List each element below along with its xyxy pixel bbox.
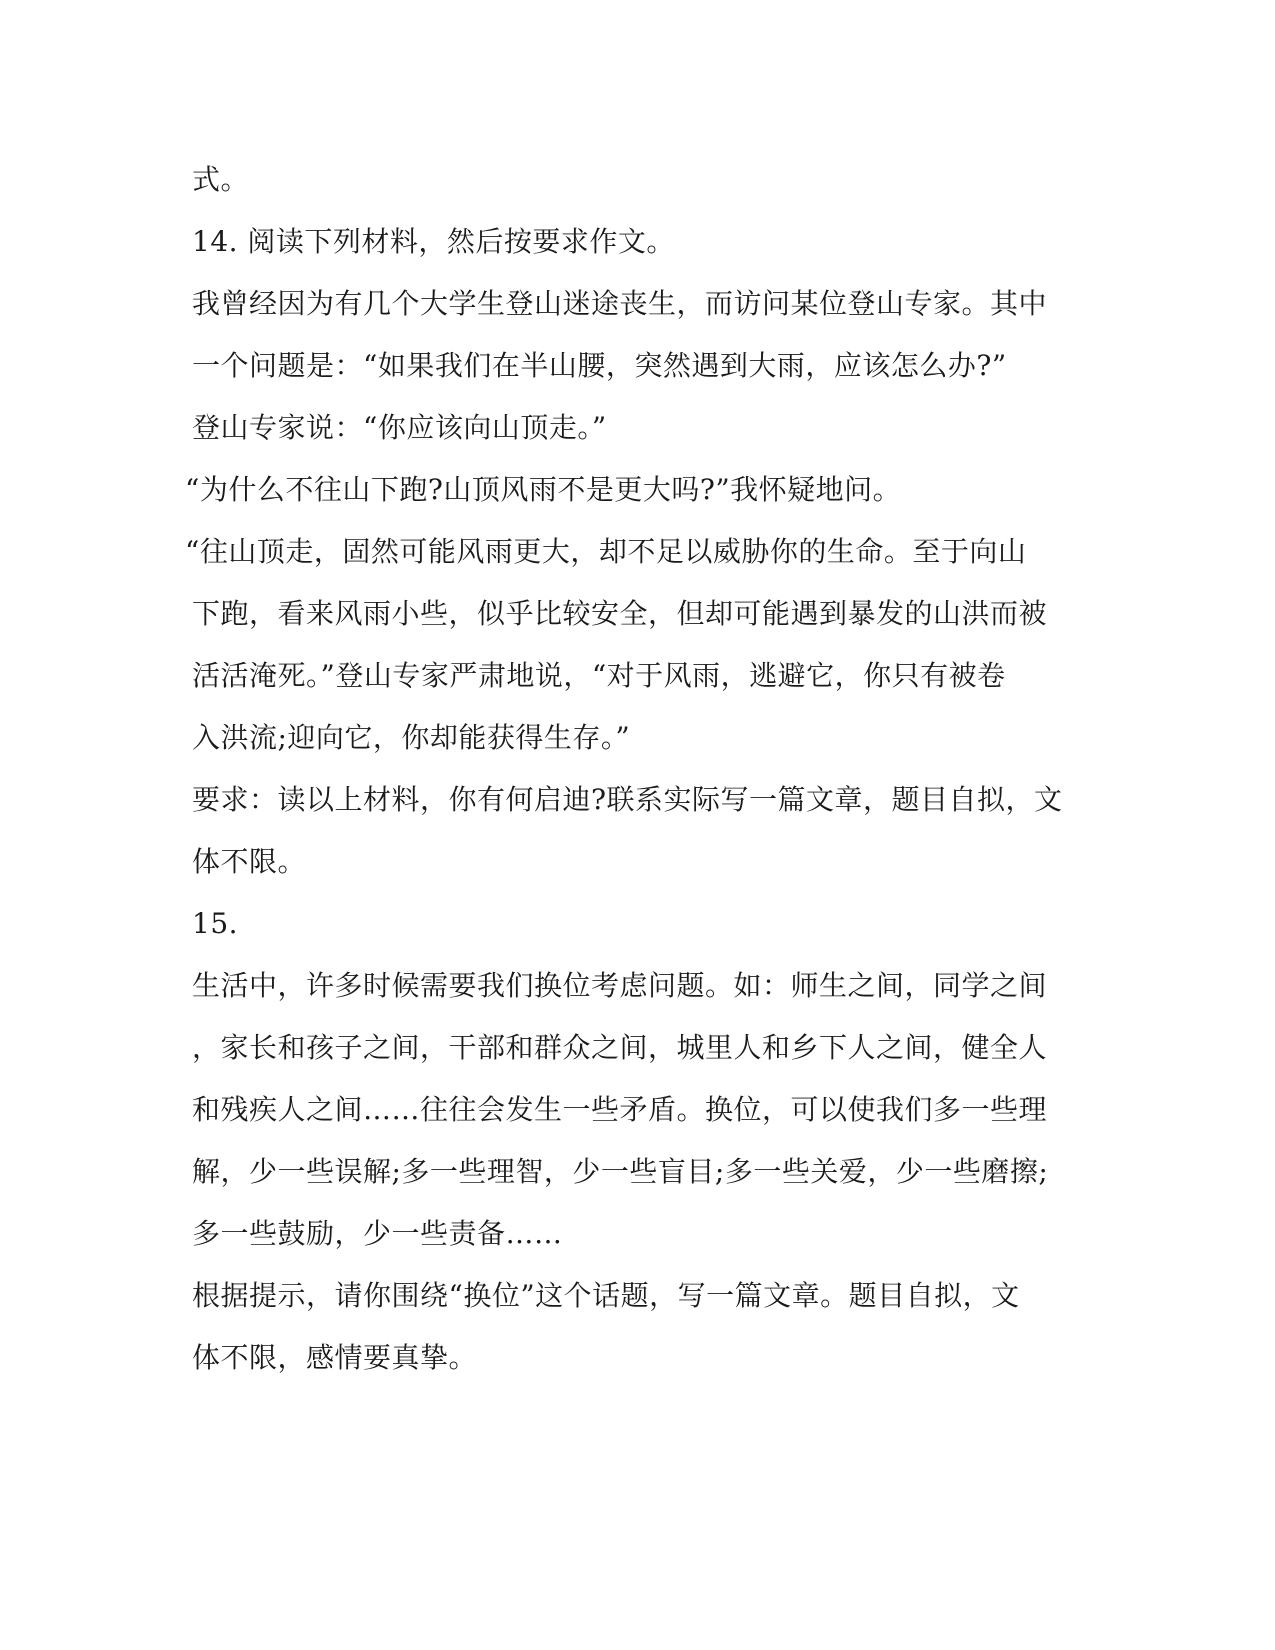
text-line: 多一些鼓励，少一些责备…… (192, 1217, 563, 1250)
requirement-line: 根据提示，请你围绕“换位”这个话题，写一篇文章。题目自拟，文 (192, 1279, 1020, 1312)
text-line: 下跑，看来风雨小些，似乎比较安全，但却可能遇到暴发的山洪而被 (192, 597, 1048, 630)
question-14-heading: 14. 阅读下列材料，然后按要求作文。 (192, 225, 675, 258)
text-line: ，家长和孩子之间，干部和群众之间，城里人和乡下人之间，健全人 (192, 1031, 1048, 1064)
text-line: 和残疾人之间……往往会发生一些矛盾。换位，可以使我们多一些理 (192, 1093, 1048, 1126)
requirement-line: 要求：读以上材料，你有何启迪?联系实际写一篇文章，题目自拟，文 (192, 783, 1063, 816)
text-line: “往山顶走，固然可能风雨更大，却不足以威胁你的生命。至于向山 (185, 535, 1027, 568)
requirement-line: 体不限。 (192, 845, 307, 878)
text-line: 式。 (192, 163, 250, 196)
text-line: 登山专家说：“你应该向山顶走。” (192, 411, 607, 444)
text-line: 解，少一些误解;多一些理智，少一些盲目;多一些关爱，少一些磨擦; (192, 1155, 1049, 1188)
question-15-heading: 15. (192, 907, 239, 940)
text-line: 一个问题是：“如果我们在半山腰，突然遇到大雨，应该怎么办?” (192, 349, 1007, 382)
text-line: 生活中，许多时候需要我们换位考虑问题。如：师生之间，同学之间 (192, 969, 1048, 1002)
text-line: 入洪流;迎向它，你却能获得生存。” (192, 721, 631, 754)
text-line: “为什么不往山下跑?山顶风雨不是更大吗?”我怀疑地问。 (185, 473, 902, 506)
text-line: 活活淹死。”登山专家严肃地说，“对于风雨，逃避它，你只有被卷 (192, 659, 1006, 692)
requirement-line: 体不限，感情要真挚。 (192, 1341, 478, 1374)
text-line: 我曾经因为有几个大学生登山迷途丧生，而访问某位登山专家。其中 (192, 287, 1048, 320)
